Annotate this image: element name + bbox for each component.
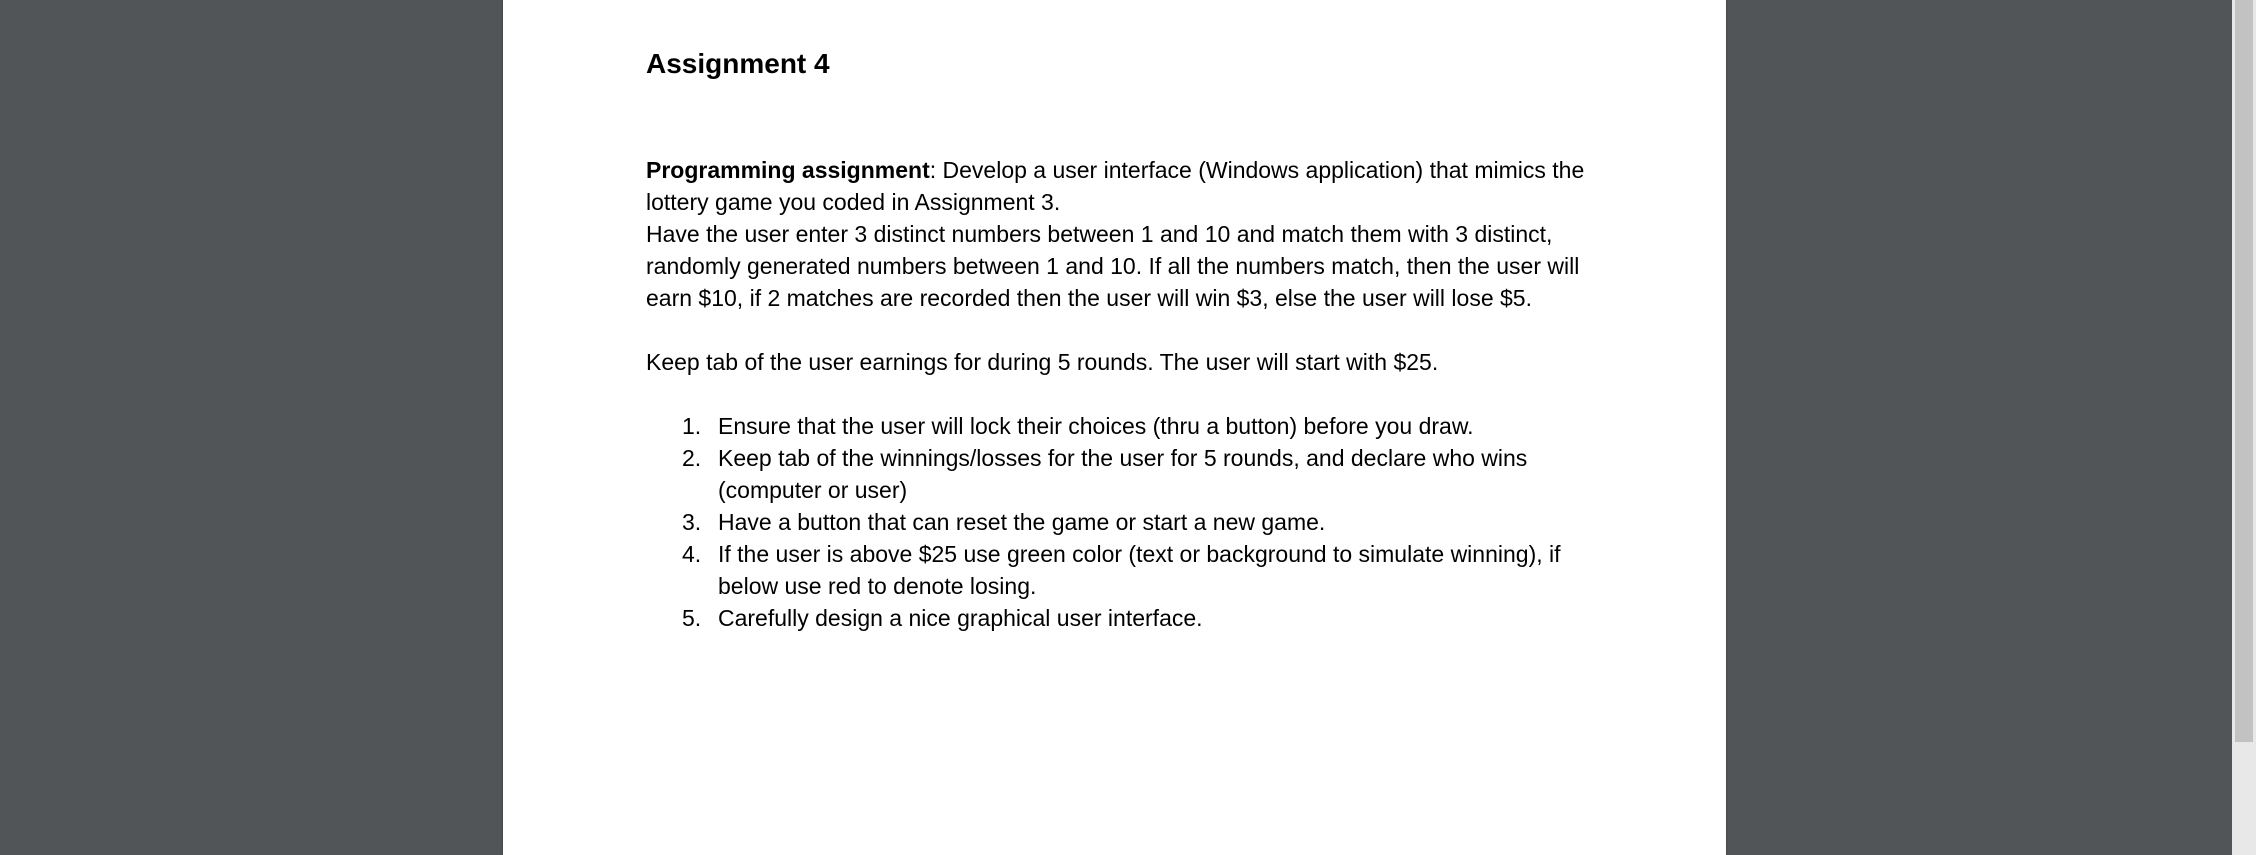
list-item-number: 3. bbox=[682, 509, 702, 535]
paragraph-spacer bbox=[646, 378, 1606, 410]
requirements-list bbox=[646, 410, 1606, 634]
list-item-text: Carefully design a nice graphical user interface. bbox=[718, 605, 1203, 631]
list-item bbox=[646, 442, 1606, 506]
list-item-number: 4. bbox=[682, 541, 702, 567]
list-item-number: 1. bbox=[682, 413, 702, 439]
list-item-number: 2. bbox=[682, 445, 702, 471]
list-item-text: Keep tab of the winnings/losses for the user for 5 rounds, and declare who wins (computer or user) bbox=[718, 445, 1528, 503]
list-item bbox=[646, 506, 1606, 538]
list-item bbox=[646, 602, 1606, 634]
list-item-text: If the user is above $25 use green color (text or background to simulate winning), if below use red to denote losing. bbox=[718, 541, 1561, 599]
list-item-number: 5. bbox=[682, 605, 702, 631]
intro-text: : Develop a user interface (Windows application) that mimics the lottery game you coded in Assignment 3. bbox=[646, 157, 1585, 215]
list-item-text: Ensure that the user will lock their choices (thru a button) before you draw. bbox=[718, 413, 1474, 439]
scrollbar-thumb[interactable] bbox=[2235, 0, 2253, 742]
list-item bbox=[646, 410, 1606, 442]
earnings-paragraph: Keep tab of the user earnings for during 5 rounds. The user will start with $25. bbox=[646, 349, 1439, 375]
paragraph-spacer bbox=[646, 314, 1606, 346]
list-item bbox=[646, 538, 1606, 602]
vertical-scrollbar[interactable] bbox=[2232, 0, 2256, 855]
intro-bold-label: Programming assignment bbox=[646, 157, 930, 183]
intro-paragraph bbox=[646, 154, 1606, 218]
page-content bbox=[646, 44, 1606, 634]
rules-paragraph: Have the user enter 3 distinct numbers between 1 and 10 and match them with 3 distinct, randomly generated numbers between 1 and 10. If all the numbers match, then the user will earn $10, if 2 matches are recorded then the user will win $3, else the user will lose $5. bbox=[646, 221, 1580, 311]
document-title: Assignment 4 bbox=[646, 48, 830, 79]
list-item-text: Have a button that can reset the game or start a new game. bbox=[718, 509, 1326, 535]
document-page bbox=[503, 0, 1726, 855]
